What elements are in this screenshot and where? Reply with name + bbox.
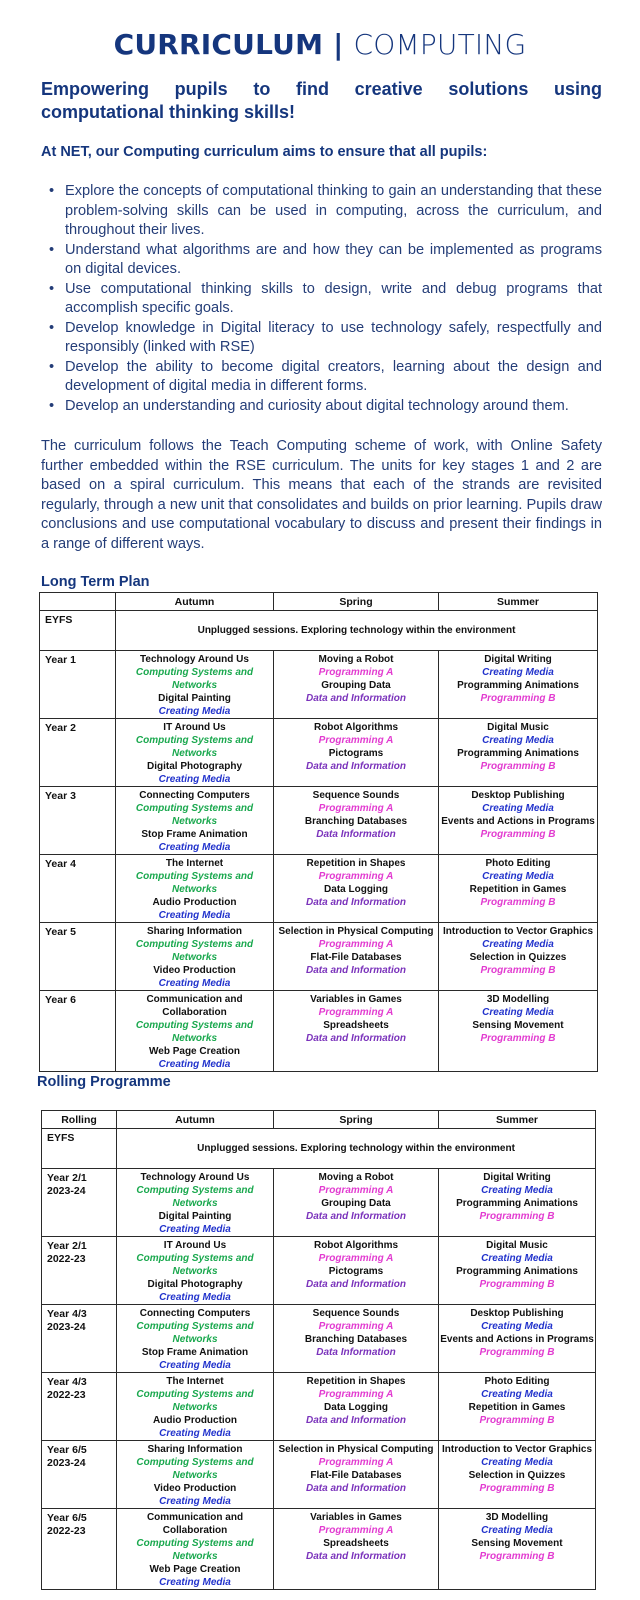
strand-name: Creating Media — [159, 1360, 231, 1371]
strand-name: Programming A — [318, 1253, 394, 1264]
tagline: Empowering pupils to find creative solutions using computational thinking skills! — [41, 79, 602, 122]
strand-name: Programming B — [479, 1279, 555, 1290]
strand-name: Creating Media — [159, 1428, 231, 1439]
year-label — [40, 719, 116, 787]
strand-name: Programming A — [318, 1321, 394, 1332]
column-header: Summer — [439, 593, 598, 611]
strand-name: Creating Media — [159, 1496, 231, 1507]
unit-name: Selection in Physical Computing — [278, 926, 434, 937]
unit-name: Grouping Data — [321, 1198, 391, 1209]
strand-name: Programming B — [480, 965, 556, 976]
strand-name: Computing Systems and Networks — [135, 939, 254, 963]
strand-name: Creating Media — [481, 1321, 553, 1332]
autumn-cell — [116, 787, 274, 855]
unit-name: Pictograms — [328, 1266, 384, 1277]
column-header: Summer — [439, 1111, 596, 1129]
aim-item: • Explore the concepts of computational thinking to gain an understanding that these problem-solving skills can be used in computing, across the curriculum, and throughout their lives. — [41, 182, 602, 241]
strand-name: Creating Media — [482, 735, 554, 746]
strand-name: Programming A — [318, 803, 394, 814]
summer-cell — [439, 787, 598, 855]
strand-name: Computing Systems and Networks — [136, 1457, 254, 1481]
year-label — [40, 787, 116, 855]
column-header: Rolling — [42, 1111, 117, 1129]
unit-name: Stop Frame Animation — [141, 1347, 249, 1358]
unit-name: Communication and Collaboration — [146, 1512, 244, 1536]
strand-name: Programming A — [318, 667, 394, 678]
table-row — [42, 1441, 596, 1509]
unit-name: Repetition in Shapes — [306, 1376, 406, 1387]
year-text: Year 4/3 — [47, 1308, 87, 1320]
strand-name: Data and Information — [305, 1033, 406, 1044]
year-text: Year 6/5 — [47, 1512, 87, 1524]
unit-name: Sensing Movement — [471, 1538, 563, 1549]
curriculum-paragraph: The curriculum follows the Teach Computing scheme of work, with Online Safety further embedded within the RSE curriculum. The units for key stages 1 and 2 are based on a spiral curriculum. This means that each of the strands are revisited regularly, through a new unit that consolidates and builds on prior learning. Pupils draw conclusions and use computational vocabulary to discuss and present their findings in a range of different ways. — [41, 438, 602, 552]
strand-name: Creating Media — [158, 978, 231, 989]
unit-name: Flat-File Databases — [310, 952, 402, 963]
year-text: 2022-23 — [47, 1389, 86, 1401]
header-row — [40, 593, 598, 611]
strand-name: Creating Media — [159, 1577, 231, 1588]
unit-name: IT Around Us — [163, 722, 226, 733]
unit-name: 3D Modelling — [486, 994, 550, 1005]
unit-name: Flat-File Databases — [310, 1470, 402, 1481]
unit-name: Introduction to Vector Graphics — [442, 926, 593, 937]
summer-cell — [439, 1441, 596, 1509]
unit-name: Audio Production — [152, 897, 237, 908]
unit-name: Robot Algorithms — [313, 722, 399, 733]
unit-name: The Internet — [165, 858, 224, 869]
unit-name: Connecting Computers — [139, 790, 250, 801]
strand-name: Computing Systems and Networks — [136, 1538, 254, 1562]
unit-name: Events and Actions in Programs — [440, 1334, 594, 1345]
table-row — [40, 651, 598, 719]
strand-name: Computing Systems and Networks — [136, 1321, 254, 1345]
unit-name: Photo Editing — [484, 1376, 550, 1387]
unit-name: Technology Around Us — [140, 654, 249, 665]
table-row — [42, 1237, 596, 1305]
autumn-cell — [116, 719, 274, 787]
strand-name: Programming A — [318, 1389, 394, 1400]
unit-name: Data Logging — [324, 1402, 388, 1413]
strand-name: Programming B — [480, 693, 556, 704]
strand-name: Programming A — [318, 871, 394, 882]
year-text: Year 6 — [45, 994, 76, 1006]
page-title — [0, 28, 640, 61]
unit-name: Digital Photography — [147, 1279, 243, 1290]
year-label — [42, 1305, 117, 1373]
strand-name: Programming B — [480, 897, 556, 908]
strand-name: Programming A — [318, 1457, 394, 1468]
unit-name: 3D Modelling — [485, 1512, 549, 1523]
spring-cell — [274, 1373, 439, 1441]
unit-name: Pictograms — [328, 748, 384, 759]
strand-name: Creating Media — [482, 1007, 554, 1018]
unit-name: Technology Around Us — [140, 1172, 250, 1183]
aims-list — [41, 182, 602, 416]
spring-cell — [274, 651, 439, 719]
aim-item: • Use computational thinking skills to design, write and debug programs that accomplish specific goals. — [41, 280, 602, 319]
strand-name: Data and Information — [305, 897, 406, 908]
aim-item: • Develop an understanding and curiosity about digital technology around them. — [41, 397, 602, 417]
unit-name: Spreadsheets — [323, 1538, 389, 1549]
table-row — [42, 1169, 596, 1237]
unit-name: Digital Music — [487, 722, 549, 733]
strand-name: Creating Media — [482, 803, 554, 814]
strand-name: Creating Media — [159, 1292, 231, 1303]
unit-name: Events and Actions in Programs — [441, 816, 595, 827]
eyfs-row — [42, 1129, 596, 1169]
unit-name: IT Around Us — [163, 1240, 227, 1251]
summer-cell — [439, 855, 598, 923]
year-text: Year 4 — [45, 858, 76, 870]
strand-name: Computing Systems and Networks — [136, 1185, 254, 1209]
spring-cell — [274, 787, 439, 855]
autumn-cell — [116, 923, 274, 991]
unit-name: Moving a Robot — [318, 654, 394, 665]
unit-name: Programming Animations — [457, 748, 579, 759]
year-text: Year 2/1 — [47, 1172, 87, 1184]
table-row — [40, 991, 598, 1072]
eyfs-description: Unplugged sessions. Exploring technology within the environment — [116, 611, 598, 651]
autumn-cell — [117, 1169, 274, 1237]
year-text: Year 1 — [45, 654, 76, 666]
unit-name: Web Page Creation — [149, 1046, 240, 1057]
summer-cell — [439, 1305, 596, 1373]
strand-name: Programming A — [318, 735, 394, 746]
unit-name: Desktop Publishing — [471, 790, 565, 801]
unit-name: Sharing Information — [147, 926, 242, 937]
year-text: Year 4/3 — [47, 1376, 87, 1388]
strand-name: Data and Information — [305, 693, 406, 704]
year-text: Year 2/1 — [47, 1240, 87, 1252]
aims-intro: At NET, our Computing curriculum aims to ensure that all pupils: — [41, 144, 488, 160]
table-row — [40, 855, 598, 923]
unit-name: Spreadsheets — [323, 1020, 389, 1031]
year-label: EYFS — [40, 611, 116, 651]
strand-name: Computing Systems and Networks — [135, 667, 254, 691]
unit-name: Digital Writing — [484, 654, 552, 665]
strand-name: Creating Media — [159, 1224, 231, 1235]
strand-name: Computing Systems and Networks — [135, 871, 254, 895]
strand-name: Data and Information — [305, 965, 406, 976]
strand-name: Programming B — [480, 1033, 556, 1044]
unit-name: Data Logging — [324, 884, 388, 895]
strand-name: Computing Systems and Networks — [135, 735, 254, 759]
column-header: Spring — [274, 1111, 439, 1129]
unit-name: Grouping Data — [321, 680, 391, 691]
strand-name: Computing Systems and Networks — [136, 1253, 254, 1277]
unit-name: Digital Painting — [158, 693, 231, 704]
strand-name: Creating Media — [481, 1457, 553, 1468]
year-label — [42, 1509, 117, 1590]
spring-cell — [274, 855, 439, 923]
column-header — [40, 593, 116, 611]
unit-name: Programming Animations — [456, 1266, 578, 1277]
unit-name: Selection in Quizzes — [469, 952, 567, 963]
year-label — [42, 1237, 117, 1305]
strand-name: Programming B — [479, 1483, 555, 1494]
spring-cell — [274, 1237, 439, 1305]
spring-cell — [274, 923, 439, 991]
unit-name: Moving a Robot — [318, 1172, 394, 1183]
table-row — [40, 719, 598, 787]
unit-name: Selection in Physical Computing — [278, 1444, 434, 1455]
strand-name: Computing Systems and Networks — [136, 1389, 254, 1413]
summer-cell — [439, 651, 598, 719]
unit-name: Sequence Sounds — [312, 790, 400, 801]
year-label — [40, 991, 116, 1072]
unit-name: Introduction to Vector Graphics — [441, 1444, 592, 1455]
header-row — [42, 1111, 596, 1129]
unit-name: Repetition in Games — [468, 1402, 566, 1413]
unit-name: Digital Music — [486, 1240, 548, 1251]
rolling-programme-table — [41, 1110, 596, 1590]
strand-name: Programming B — [480, 829, 556, 840]
spring-cell — [274, 1509, 439, 1590]
unit-name: Selection in Quizzes — [468, 1470, 566, 1481]
strand-name: Creating Media — [481, 1253, 553, 1264]
unit-name: Programming Animations — [456, 1198, 578, 1209]
unit-name: Digital Writing — [483, 1172, 551, 1183]
strand-name: Creating Media — [482, 939, 554, 950]
summer-cell — [439, 991, 598, 1072]
strand-name: Creating Media — [158, 1059, 231, 1070]
column-header: Autumn — [116, 593, 274, 611]
unit-name: Digital Photography — [147, 761, 242, 772]
strand-name: Data and Information — [305, 761, 406, 772]
spring-cell — [274, 1169, 439, 1237]
year-text: 2022-23 — [47, 1525, 86, 1537]
summer-cell — [439, 1169, 596, 1237]
year-label — [42, 1373, 117, 1441]
strand-name: Computing Systems and Networks — [135, 803, 254, 827]
autumn-cell — [117, 1373, 274, 1441]
table-row — [40, 923, 598, 991]
strand-name: Creating Media — [481, 1185, 553, 1196]
strand-name: Creating Media — [482, 667, 554, 678]
table-row — [42, 1509, 596, 1590]
autumn-cell — [117, 1305, 274, 1373]
unit-name: Variables in Games — [310, 994, 402, 1005]
unit-name: Connecting Computers — [139, 1308, 251, 1319]
table-row — [40, 787, 598, 855]
autumn-cell — [117, 1237, 274, 1305]
strand-name: Programming B — [480, 761, 556, 772]
table-row — [42, 1373, 596, 1441]
year-text: Year 3 — [45, 790, 76, 802]
year-text: 2023-24 — [47, 1457, 86, 1469]
year-text: Year 5 — [45, 926, 76, 938]
table-row — [42, 1305, 596, 1373]
year-label — [40, 855, 116, 923]
strand-name: Data and Information — [305, 1483, 406, 1494]
spring-cell — [274, 719, 439, 787]
spring-cell — [274, 991, 439, 1072]
spring-cell — [274, 1305, 439, 1373]
year-text: 2022-23 — [47, 1253, 86, 1265]
strand-name: Programming A — [318, 1007, 394, 1018]
autumn-cell — [117, 1441, 274, 1509]
unit-name: Audio Production — [153, 1415, 237, 1426]
year-label — [40, 651, 116, 719]
strand-name: Programming B — [479, 1347, 555, 1358]
summer-cell — [439, 719, 598, 787]
column-header: Autumn — [117, 1111, 274, 1129]
unit-name: Video Production — [153, 965, 236, 976]
year-text: Year 2 — [45, 722, 76, 734]
eyfs-row — [40, 611, 598, 651]
unit-name: Sharing Information — [147, 1444, 243, 1455]
strand-name: Creating Media — [481, 1525, 553, 1536]
unit-name: Repetition in Games — [469, 884, 567, 895]
aim-item: • Develop the ability to become digital creators, learning about the design and development of digital media in different forms. — [41, 358, 602, 397]
strand-name: Data Information — [316, 829, 396, 840]
year-label — [40, 923, 116, 991]
unit-name: Branching Databases — [304, 1334, 408, 1345]
strand-name: Creating Media — [481, 1389, 553, 1400]
strand-name: Creating Media — [158, 706, 231, 717]
autumn-cell — [116, 991, 274, 1072]
unit-name: Web Page Creation — [149, 1564, 241, 1575]
unit-name: Digital Painting — [158, 1211, 232, 1222]
unit-name: The Internet — [166, 1376, 224, 1387]
strand-name: Programming A — [318, 939, 394, 950]
summer-cell — [439, 1237, 596, 1305]
unit-name: Desktop Publishing — [470, 1308, 564, 1319]
spring-cell — [274, 1441, 439, 1509]
strand-name: Programming A — [318, 1525, 394, 1536]
aim-item: • Develop knowledge in Digital literacy to use technology safely, respectfully and responsibly (linked with RSE) — [41, 319, 602, 358]
autumn-cell — [116, 855, 274, 923]
summer-cell — [439, 1373, 596, 1441]
strand-name: Data Information — [316, 1347, 396, 1358]
aim-item: • Understand what algorithms are and how they can be implemented as programs on digital devices. — [41, 241, 602, 280]
unit-name: Sensing Movement — [472, 1020, 564, 1031]
unit-name: Robot Algorithms — [313, 1240, 399, 1251]
long-term-plan-table — [39, 592, 598, 1072]
strand-name: Programming A — [318, 1185, 394, 1196]
strand-name: Programming B — [479, 1415, 555, 1426]
strand-name: Data and Information — [305, 1551, 406, 1562]
autumn-cell — [116, 651, 274, 719]
year-label: EYFS — [42, 1129, 117, 1169]
summer-cell — [439, 923, 598, 991]
year-text: Year 6/5 — [47, 1444, 87, 1456]
year-text: 2023-24 — [47, 1321, 86, 1333]
unit-name: Programming Animations — [457, 680, 579, 691]
unit-name: Video Production — [153, 1483, 237, 1494]
summer-cell — [439, 1509, 596, 1590]
unit-name: Photo Editing — [485, 858, 551, 869]
unit-name: Branching Databases — [304, 816, 408, 827]
unit-name: Repetition in Shapes — [306, 858, 406, 869]
strand-name: Data and Information — [305, 1211, 406, 1222]
unit-name: Sequence Sounds — [312, 1308, 400, 1319]
eyfs-description: Unplugged sessions. Exploring technology within the environment — [117, 1129, 596, 1169]
title-bold: CURRICULUM | — [113, 28, 344, 61]
strand-name: Programming B — [479, 1551, 555, 1562]
long-term-plan-heading: Long Term Plan — [41, 574, 150, 590]
year-label — [42, 1441, 117, 1509]
strand-name: Creating Media — [158, 910, 231, 921]
strand-name: Creating Media — [158, 774, 231, 785]
unit-name: Stop Frame Animation — [141, 829, 248, 840]
column-header: Spring — [274, 593, 439, 611]
strand-name: Computing Systems and Networks — [135, 1020, 254, 1044]
unit-name: Variables in Games — [310, 1512, 402, 1523]
autumn-cell — [117, 1509, 274, 1590]
strand-name: Creating Media — [158, 842, 231, 853]
title-light: COMPUTING — [353, 28, 527, 61]
rolling-programme-heading: Rolling Programme — [37, 1074, 171, 1090]
year-text: 2023-24 — [47, 1185, 86, 1197]
unit-name: Communication and Collaboration — [146, 994, 243, 1018]
strand-name: Data and Information — [305, 1279, 406, 1290]
strand-name: Programming B — [479, 1211, 555, 1222]
strand-name: Data and Information — [305, 1415, 406, 1426]
year-label — [42, 1169, 117, 1237]
strand-name: Creating Media — [482, 871, 554, 882]
